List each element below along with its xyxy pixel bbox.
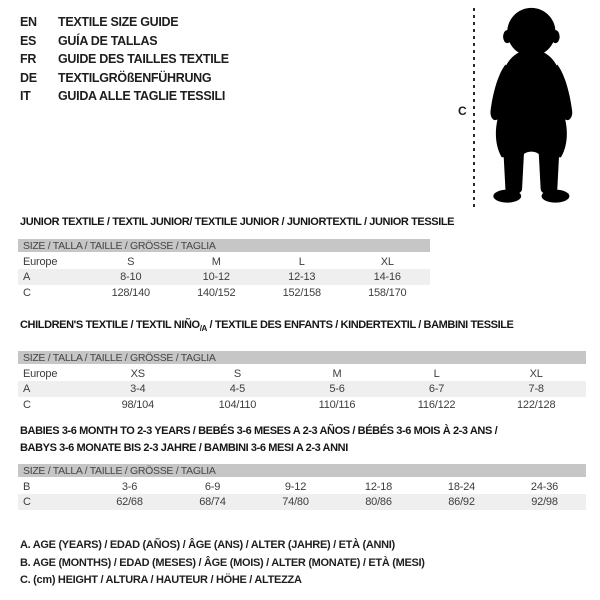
table-row-months — [18, 478, 586, 494]
size-cell: M — [332, 367, 342, 380]
babies-title-line2: BABYS 3-6 MONATE BIS 2-3 JAHRE / BAMBINI 3-6 MESI A 2-3 ANNI — [20, 441, 348, 454]
language-row-en — [20, 13, 229, 32]
value-cell: 98/104 — [121, 399, 155, 411]
children-size-table — [18, 351, 586, 413]
table-row-europe — [18, 253, 430, 269]
value-cell: 80/86 — [337, 494, 420, 510]
size-cell: XS — [130, 367, 145, 380]
value-cell: 74/80 — [254, 494, 337, 510]
language-row-it — [20, 87, 229, 106]
value-cell: 3-4 — [88, 381, 188, 397]
junior-section-title: JUNIOR TEXTILE / TEXTIL JUNIOR/ TEXTILE JUNIOR / JUNIORTEXTIL / JUNIOR TESSILE — [20, 216, 455, 228]
language-title: GUIDA ALLE TAGLIE TESSILI — [58, 89, 226, 104]
value-cell: 7-8 — [486, 381, 586, 397]
language-list — [20, 13, 229, 106]
value-cell: 116/122 — [417, 399, 456, 411]
table-row-age — [18, 269, 430, 285]
children-title-pre: CHILDREN'S TEXTILE / TEXTIL NIÑO — [20, 319, 200, 331]
row-label: A — [18, 269, 88, 285]
size-header-bar — [18, 464, 586, 478]
children-title-post: / TEXTILE DES ENFANTS / KINDERTEXTIL / BAMBINI TESSILE — [206, 319, 514, 331]
table-row-age — [18, 381, 586, 397]
language-code: FR — [20, 52, 37, 67]
value-cell: 24-36 — [530, 480, 559, 493]
size-cell: L — [298, 255, 305, 268]
children-section-title — [20, 319, 514, 333]
table-row-height — [18, 397, 586, 413]
size-cell: S — [233, 367, 241, 380]
table-row-height — [18, 285, 430, 301]
language-row-fr — [20, 50, 229, 69]
size-header-bar — [18, 239, 430, 253]
junior-size-table — [18, 239, 430, 301]
babies-size-table — [18, 464, 586, 510]
value-cell: 18-24 — [447, 480, 476, 493]
value-cell: 9-12 — [284, 480, 307, 493]
baby-figure — [450, 0, 600, 215]
note-height-cm: C. (cm) HEIGHT / ALTURA / HAUTEUR / HÖHE / ALTEZZA — [20, 574, 302, 586]
size-header-label: SIZE / TALLA / TAILLE / GRÖSSE / TAGLIA — [18, 464, 586, 478]
language-code: ES — [20, 33, 37, 48]
size-cell: L — [433, 367, 440, 380]
value-cell: 152/158 — [282, 287, 321, 299]
language-row-de — [20, 69, 229, 88]
height-measure-label: C — [458, 104, 467, 118]
value-cell: 12-18 — [364, 480, 393, 493]
value-cell: 104/110 — [218, 399, 257, 411]
value-cell: 110/116 — [318, 399, 356, 411]
size-header-bar — [18, 351, 586, 365]
value-cell: 12-13 — [259, 269, 345, 285]
value-cell: 14-16 — [345, 269, 431, 285]
size-header-label: SIZE / TALLA / TAILLE / GRÖSSE / TAGLIA — [18, 239, 430, 253]
row-label: Europe — [23, 367, 58, 380]
size-cell: XL — [529, 367, 543, 380]
row-label: C — [23, 287, 31, 299]
value-cell: 8-10 — [88, 269, 174, 285]
size-header-label: SIZE / TALLA / TAILLE / GRÖSSE / TAGLIA — [18, 351, 586, 365]
language-title: GUÍA DE TALLAS — [58, 33, 158, 48]
value-cell: 86/92 — [420, 494, 503, 510]
children-title-sub: /A — [199, 324, 207, 334]
size-cell: S — [127, 255, 135, 268]
baby-silhouette-icon — [482, 7, 577, 211]
language-title: GUIDE DES TAILLES TEXTILE — [58, 52, 229, 67]
value-cell: 62/68 — [88, 494, 171, 510]
value-cell: 92/98 — [503, 494, 586, 510]
value-cell: 158/170 — [368, 287, 407, 299]
value-cell: 6-7 — [387, 381, 487, 397]
row-label: Europe — [23, 255, 58, 268]
value-cell: 128/140 — [111, 287, 150, 299]
language-code: DE — [20, 70, 37, 85]
table-row-height — [18, 494, 586, 510]
value-cell: 140/152 — [197, 287, 236, 299]
value-cell: 4-5 — [188, 381, 288, 397]
note-age-years: A. AGE (YEARS) / EDAD (AÑOS) / ÂGE (ANS) / ALTER (JAHRE) / ETÀ (ANNI) — [20, 539, 395, 551]
value-cell: 122/128 — [517, 399, 556, 411]
row-label: C — [18, 494, 88, 510]
babies-title-line1: BABIES 3-6 MONTH TO 2-3 YEARS / BEBÉS 3-6 MESES A 2-3 AÑOS / BÉBÉS 3-6 MOIS À 2-3 ANS / — [20, 425, 498, 437]
language-code: IT — [20, 89, 31, 104]
value-cell: 68/74 — [171, 494, 254, 510]
size-cell: XL — [380, 255, 394, 268]
row-label: A — [18, 381, 88, 397]
height-dotted-line — [473, 8, 475, 210]
language-title: TEXTILGRÖßENFÜHRUNG — [58, 70, 212, 85]
row-label: C — [23, 399, 31, 411]
value-cell: 6-9 — [204, 480, 221, 493]
value-cell: 10-12 — [174, 269, 260, 285]
language-row-es — [20, 32, 229, 51]
language-title: TEXTILE SIZE GUIDE — [58, 15, 179, 30]
row-label: B — [23, 480, 31, 493]
legend-notes — [20, 537, 425, 590]
size-cell: M — [211, 255, 221, 268]
babies-section-title — [20, 423, 497, 456]
language-code: EN — [20, 15, 37, 30]
value-cell: 3-6 — [121, 480, 138, 493]
table-row-europe — [18, 365, 586, 381]
note-age-months: B. AGE (MONTHS) / EDAD (MESES) / ÂGE (MOIS) / ALTER (MONATE) / ETÀ (MESI) — [20, 556, 425, 569]
value-cell: 5-6 — [287, 381, 387, 397]
